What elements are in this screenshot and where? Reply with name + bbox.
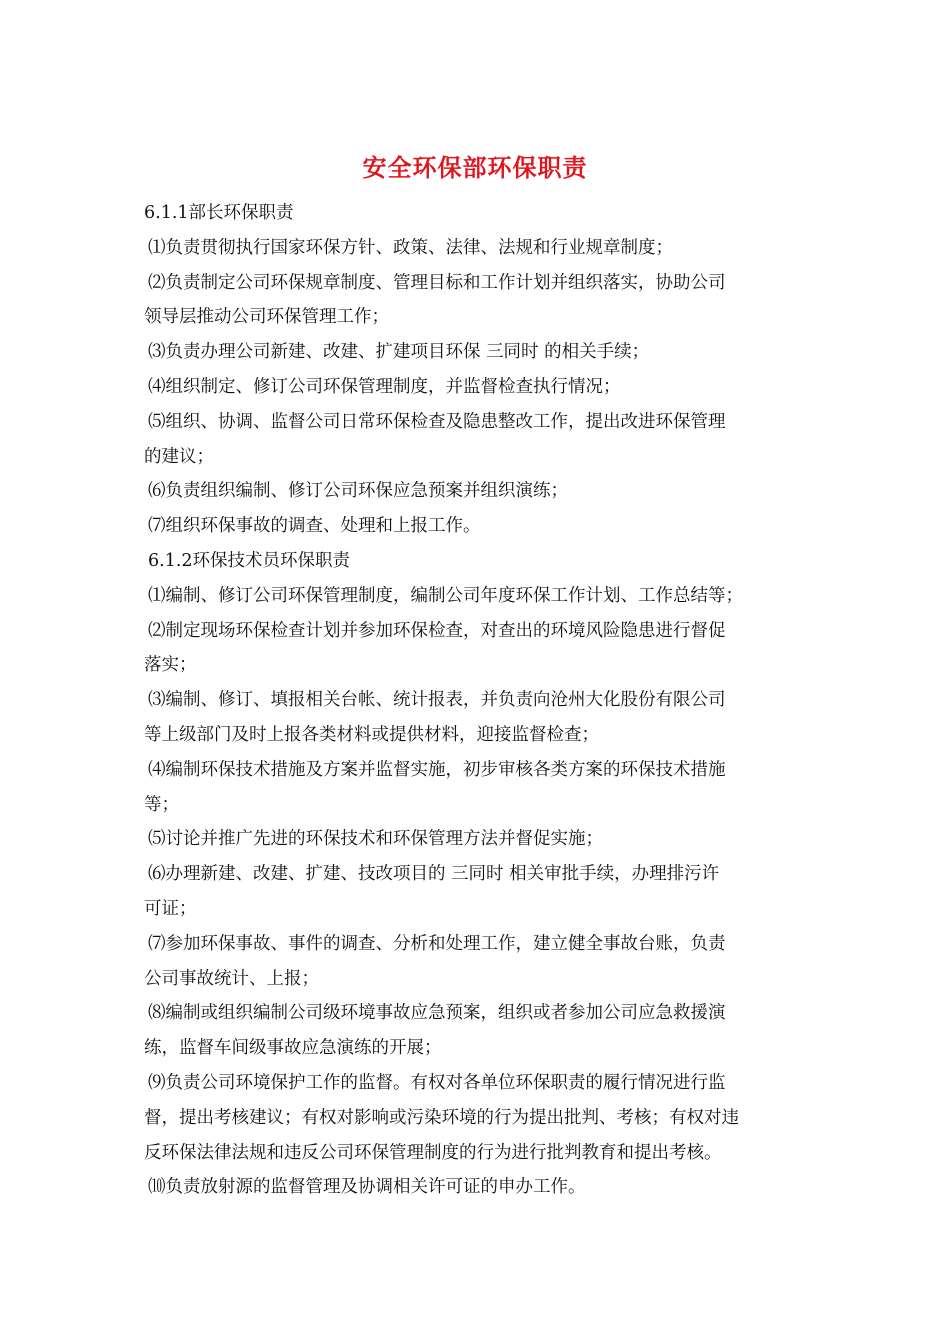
paragraph-line: ⑷编制环保技术措施及方案并监督实施，初步审核各类方案的环保技术措施 bbox=[148, 759, 726, 780]
paragraph-line: ⑶负责办理公司新建、改建、扩建项目环保 三同时 的相关手续； bbox=[148, 342, 650, 363]
section-heading: 6.1.1部长环保职责 bbox=[144, 203, 294, 223]
paragraph-line: ⑴负责贯彻执行国家环保方针、政策、法律、法规和行业规章制度； bbox=[148, 237, 673, 258]
paragraph-line: 的建议； bbox=[144, 446, 214, 467]
paragraph-line: ⑹负责组织编制、修订公司环保应急预案并组织演练； bbox=[148, 481, 568, 502]
paragraph-line: 可证； bbox=[144, 898, 197, 919]
paragraph-line: 练，监督车间级事故应急演练的开展； bbox=[144, 1038, 442, 1059]
paragraph-line: ⑶编制、修订、填报相关台帐、统计报表，并负责向沧州大化股份有限公司 bbox=[148, 690, 726, 711]
document-body bbox=[144, 196, 806, 1205]
paragraph-line: 落实； bbox=[144, 655, 197, 676]
paragraph-line: ⑼负责公司环境保护工作的监督。有权对各单位环保职责的履行情况进行监 bbox=[148, 1072, 726, 1093]
paragraph-line: 反环保法律法规和违反公司环保管理制度的行为进行批判教育和提出考核。 bbox=[144, 1142, 722, 1163]
section-heading: 6.1.2环保技术员环保职责 bbox=[148, 550, 351, 571]
paragraph-line: ⑽负责放射源的监督管理及协调相关许可证的申办工作。 bbox=[148, 1177, 586, 1198]
paragraph-line: ⑹办理新建、改建、扩建、技改项目的 三同时 相关审批手续，办理排污许 bbox=[148, 864, 720, 885]
paragraph-line: 公司事故统计、上报； bbox=[144, 968, 319, 989]
document-title: 安全环保部环保职责 bbox=[362, 153, 588, 182]
paragraph-line: ⑸组织、协调、监督公司日常环保检查及隐患整改工作，提出改进环保管理 bbox=[148, 411, 726, 432]
paragraph-line: 督，提出考核建议；有权对影响或污染环境的行为提出批判、考核；有权对违 bbox=[144, 1107, 739, 1128]
paragraph-line: 等； bbox=[144, 794, 179, 815]
paragraph-line: ⑴编制、修订公司环保管理制度，编制公司年度环保工作计划、工作总结等； bbox=[148, 585, 743, 606]
paragraph-line: ⑺参加环保事故、事件的调查、分析和处理工作，建立健全事故台账，负责 bbox=[148, 933, 726, 954]
paragraph-line: ⑷组织制定、修订公司环保管理制度，并监督检查执行情况； bbox=[148, 376, 621, 397]
paragraph-line: ⑺组织环保事故的调查、处理和上报工作。 bbox=[148, 516, 481, 537]
paragraph-line: 领导层推动公司环保管理工作； bbox=[144, 307, 389, 328]
paragraph-line: 等上级部门及时上报各类材料或提供材料，迎接监督检查； bbox=[144, 724, 599, 745]
paragraph-line: ⑻编制或组织编制公司级环境事故应急预案，组织或者参加公司应急救援演 bbox=[148, 1003, 726, 1024]
paragraph-line: ⑸讨论并推广先进的环保技术和环保管理方法并督促实施； bbox=[148, 829, 603, 850]
paragraph-line: ⑵负责制定公司环保规章制度、管理目标和工作计划并组织落实，协助公司 bbox=[148, 272, 726, 293]
paragraph-line: ⑵制定现场环保检查计划并参加环保检查，对查出的环境风险隐患进行督促 bbox=[148, 620, 726, 641]
